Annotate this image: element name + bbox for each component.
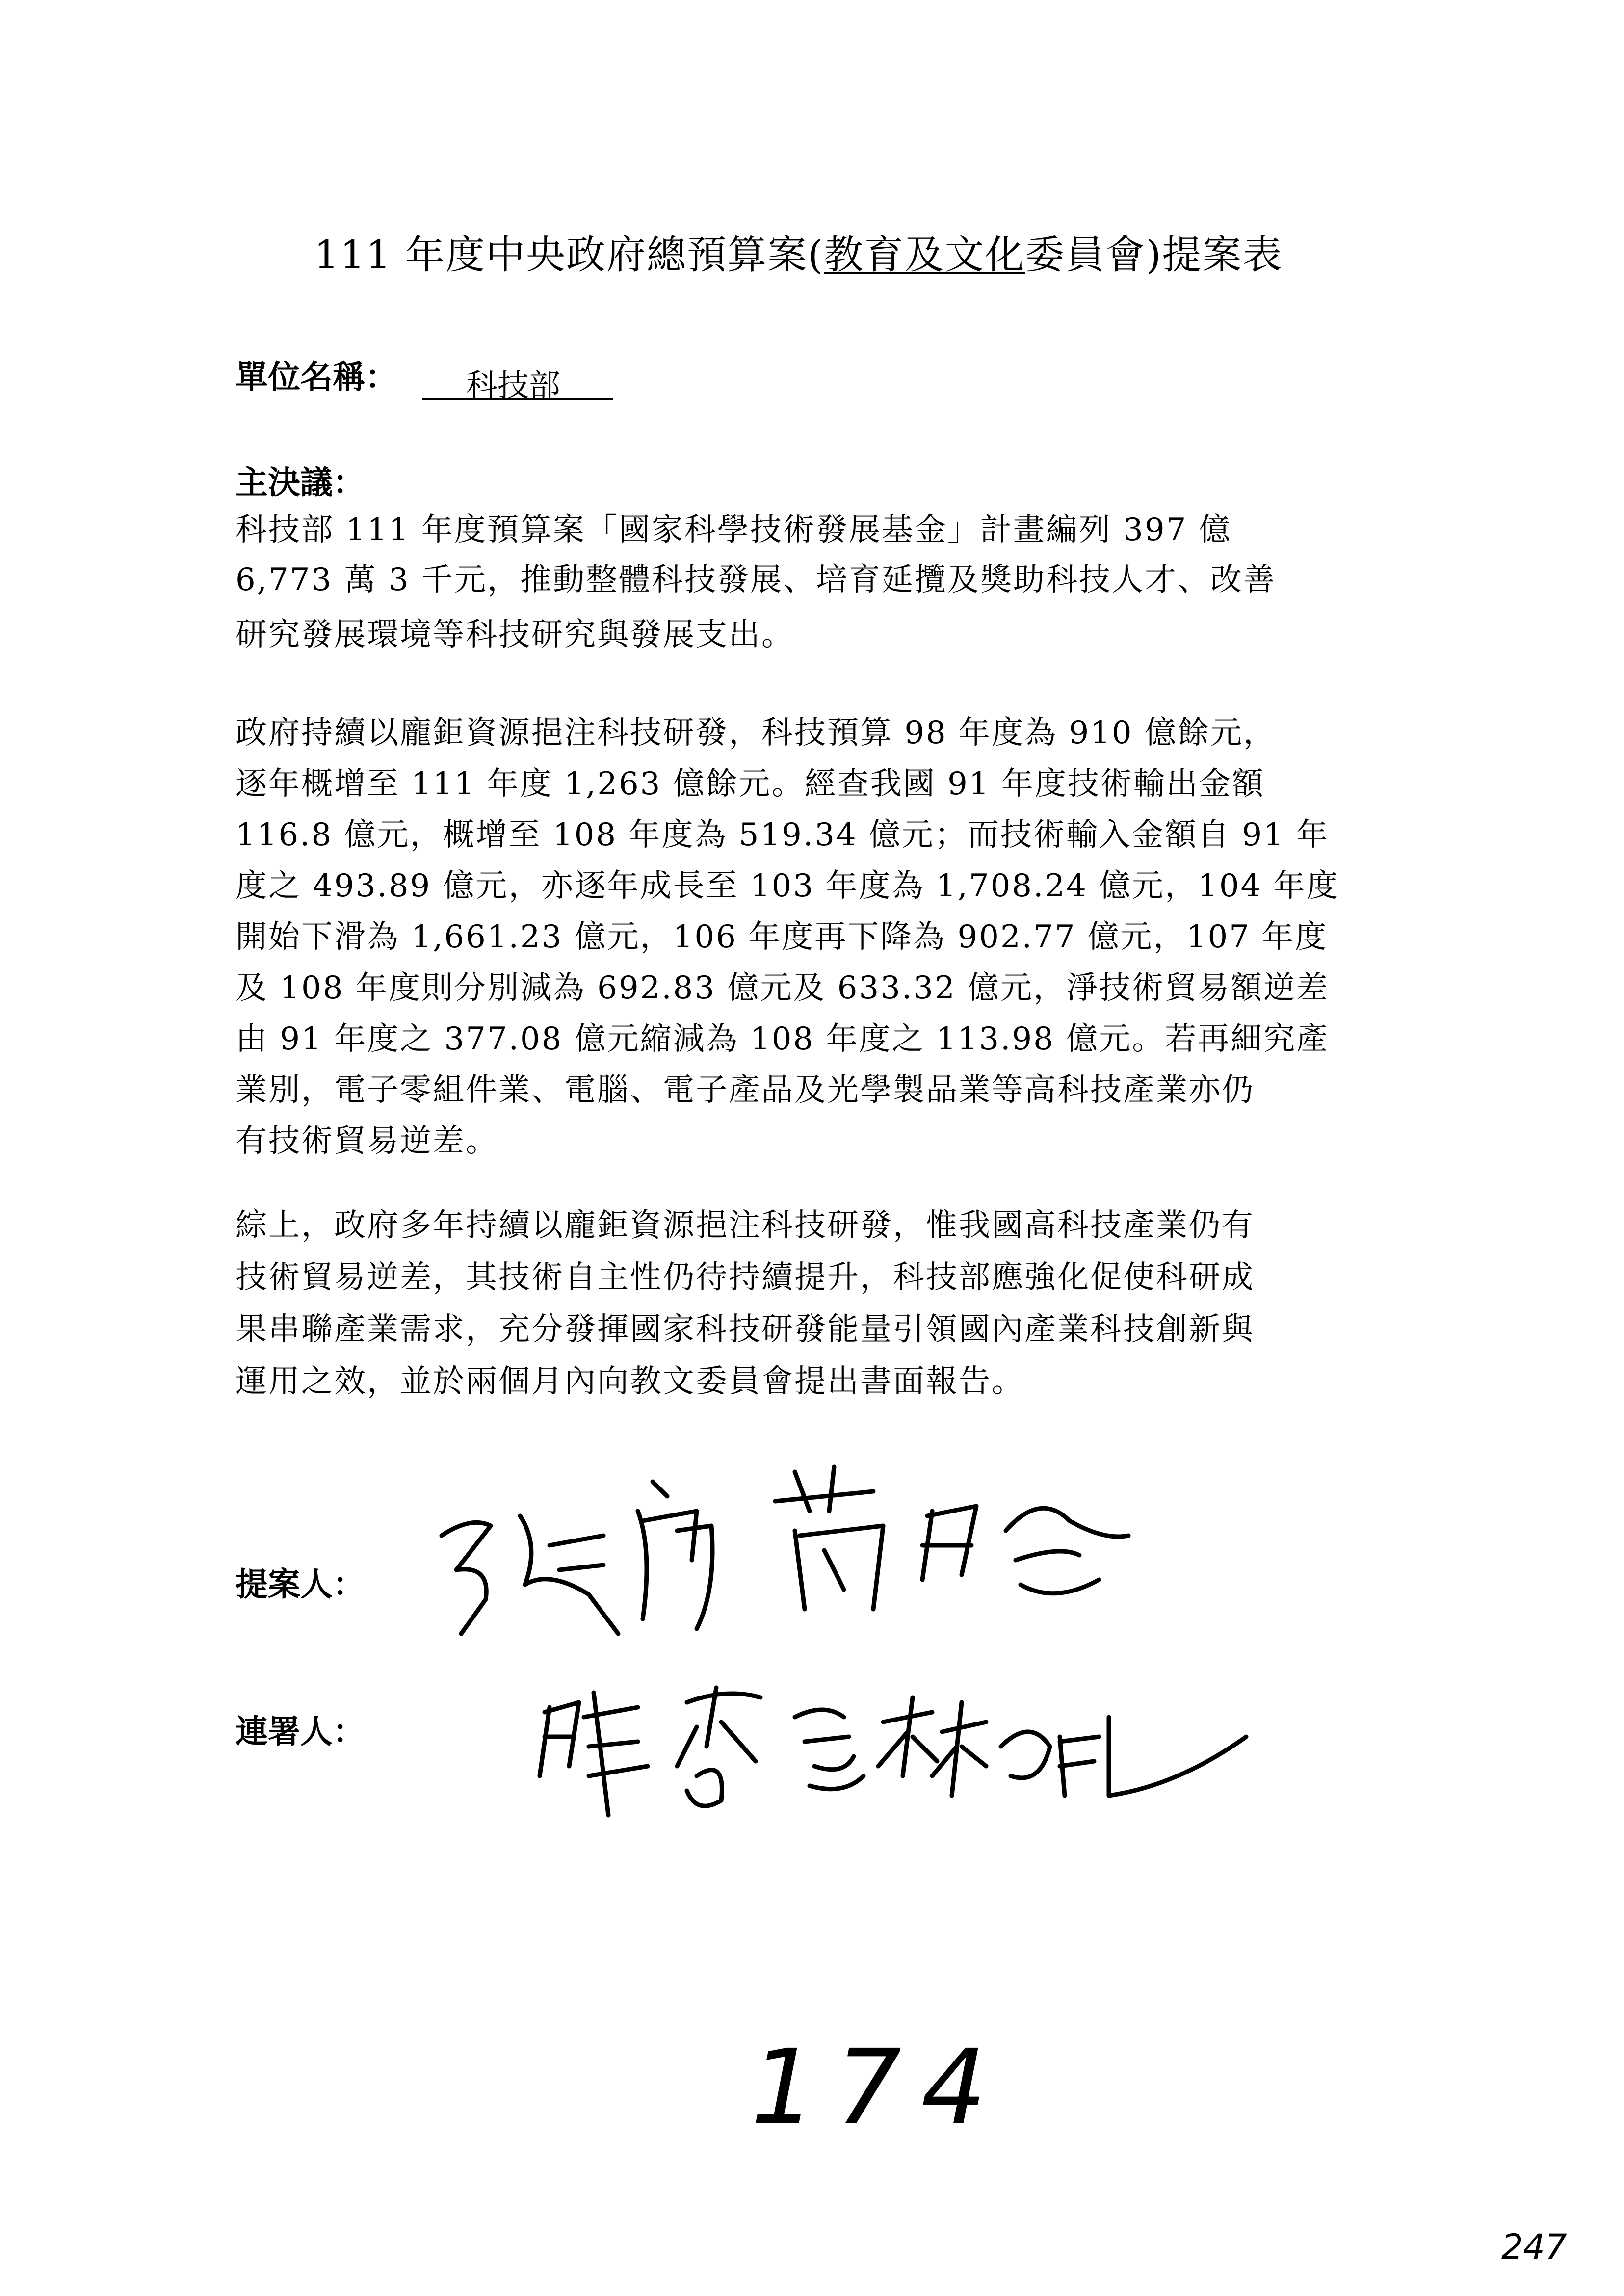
paragraph-line: 業別，電子零組件業、電腦、電子產品及光學製品業等高科技產業亦仍 [236,1072,1255,1108]
paragraph-line: 度之 493.89 億元，亦逐年成長至 103 年度為 1,708.24 億元，104 年度 [236,868,1339,904]
stamp-number: 247 [1501,2227,1567,2267]
paragraph-line: 研究發展環境等科技研究與發展支出。 [236,617,794,653]
paragraph-line: 逐年概增至 111 年度 1,263 億餘元。經查我國 91 年度技術輸出金額 [236,766,1265,802]
paragraph-line: 116.8 億元，概增至 108 年度為 519.34 億元；而技術輸入金額自 91 年 [236,817,1330,853]
paragraph-line: 科技部 111 年度預算案「國家科學技術發展基金」計畫編列 397 億 [236,512,1232,548]
paragraph-line: 開始下滑為 1,661.23 億元，106 年度再下降為 902.77 億元，107 年度 [236,919,1328,955]
cosigner-label: 連署人： [236,1712,365,1750]
paragraph-line: 由 91 年度之 377.08 億元縮減為 108 年度之 113.98 億元。若再細究產 [236,1021,1330,1057]
paragraph-line: 果串聯產業需求，充分發揮國家科技研發能量引領國內產業科技創新與 [236,1311,1255,1348]
paragraph-line: 6,773 萬 3 千元，推動整體科技發展、培育延攬及獎助科技人才、改善 [236,562,1276,598]
committee-name: 教育及文化 [824,232,1025,278]
paragraph-line: 政府持續以龐鉅資源挹注科技研發，科技預算 98 年度為 910 億餘元， [236,715,1276,751]
cosigner-signature [540,1688,1246,1815]
title-prefix: 111 年度中央政府總預算案( [314,232,824,278]
proposer-signature [442,1467,1128,1634]
unit-value: 科技部 [422,361,613,400]
page-number: 174 [751,2027,1006,2147]
paragraph-line: 運用之效，並於兩個月內向教文委員會提出書面報告。 [236,1363,1024,1400]
paragraph-line: 技術貿易逆差，其技術自主性仍待持續提升，科技部應強化促使科研成 [236,1259,1255,1296]
paragraph-line: 綜上，政府多年持續以龐鉅資源挹注科技研發，惟我國高科技產業仍有 [236,1207,1255,1244]
proposer-label: 提案人： [236,1565,365,1603]
paragraph-line: 及 108 年度則分別減為 692.83 億元及 633.32 億元，淨技術貿易額逆差 [236,970,1330,1006]
unit-label: 單位名稱： [236,358,397,396]
paragraph-line: 有技術貿易逆差。 [236,1123,498,1159]
title-suffix: 委員會)提案表 [1025,232,1283,278]
resolution-label: 主決議： [236,463,365,501]
